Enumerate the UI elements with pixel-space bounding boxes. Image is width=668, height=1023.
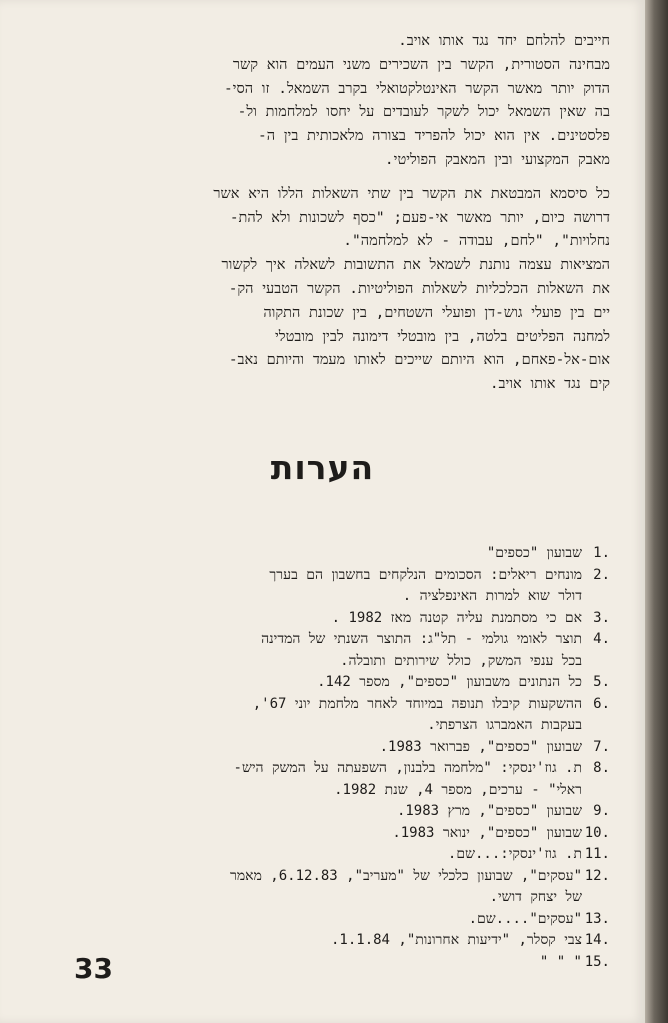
note-line: שבועון "כספים" <box>486 545 582 561</box>
body-line: יים בין פועלי גוש-דן ופועלי השטחים, בין שכונת התקוה <box>263 304 610 321</box>
body-line: את השאלות הכלכליות לשאלות הפוליטיות. הקשר הטבעי הק- <box>228 280 610 297</box>
body-line: נחלויות", "לחם, עבודה - לא למלחמה". <box>343 233 610 250</box>
note-text <box>48 952 582 974</box>
page-number: 33 <box>74 952 113 985</box>
page-edge <box>645 0 668 1023</box>
note-text <box>48 672 582 694</box>
note-number: 12. <box>584 867 610 884</box>
note-text <box>48 758 582 801</box>
note-line: ת. גוז'ינסקי: "מלחמה בלבנון, השפעתה על המשק היש- <box>233 760 582 776</box>
body-line: קים נגד אותו אויב. <box>489 376 610 393</box>
note-number: 11. <box>584 846 610 862</box>
note-item <box>48 866 610 909</box>
notes-heading: הערות <box>270 448 375 487</box>
note-item <box>48 930 610 952</box>
body-line: מאבק המקצועי ובין המאבק הפוליטי. <box>384 151 610 168</box>
note-number: 8. <box>593 760 610 776</box>
note-line: דולר שוא למרות האינפלציה . <box>402 588 582 604</box>
note-text <box>48 823 582 845</box>
note-line: של יצחק דושי. <box>489 889 582 905</box>
note-number: 9. <box>593 803 610 819</box>
note-number: 14. <box>584 932 610 948</box>
body-line: אום-אל-פאחם, הוא היותם שייכים לאותו מעמד והיותם נאב- <box>228 352 610 369</box>
note-text <box>48 909 582 931</box>
note-number: 2. <box>593 566 610 583</box>
note-line: " " " <box>539 953 582 970</box>
body-line: פלסטינים. אין הוא יכול להפריד בצורה מלאכותית בין ה- <box>258 128 610 145</box>
note-line: שבועון "כספים", ינואר 1983. <box>392 824 582 841</box>
note-item <box>48 909 610 931</box>
note-item <box>48 758 610 801</box>
note-number: 4. <box>593 631 610 647</box>
note-item <box>48 565 610 608</box>
notes-list <box>48 543 610 973</box>
note-line: שבועון "כספים", מרץ 1983. <box>396 803 582 819</box>
note-number: 3. <box>593 609 610 626</box>
note-number: 13. <box>584 910 610 927</box>
note-line: אם כי מסתמנת עליה קטנה מאז 1982 . <box>331 609 582 626</box>
note-text <box>48 565 582 608</box>
note-line: שבועון "כספים", פברואר 1983. <box>379 738 582 755</box>
body-text <box>48 30 610 397</box>
note-text <box>48 608 582 630</box>
body-line: המציאות עצמה נותנת לשמאל את התשובות לשאלה איך לקשור <box>221 257 610 274</box>
body-line: למחנה הפליטים בלטה, בין מובטלי דימונה לבין מובטלי <box>274 328 610 345</box>
note-number: 6. <box>593 695 610 712</box>
paragraph-gap <box>48 173 610 183</box>
note-number: 7. <box>593 738 610 755</box>
note-text <box>48 694 582 737</box>
note-number: 1. <box>593 545 610 561</box>
note-text <box>48 629 582 672</box>
note-number: 15. <box>584 953 610 970</box>
note-line: "עסקים", שבועון כלכלי של "מעריב", 6.12.83, מאמר <box>230 867 582 884</box>
note-item <box>48 801 610 823</box>
note-text <box>48 543 582 565</box>
note-item <box>48 543 610 565</box>
note-item <box>48 608 610 630</box>
note-item <box>48 629 610 672</box>
body-line: כל סיסמא המבטאת את הקשר בין שתי השאלות הללו היא אשר <box>213 185 610 202</box>
note-text <box>48 930 582 952</box>
note-number: 10. <box>584 824 610 841</box>
note-number: 5. <box>593 674 610 690</box>
note-item <box>48 694 610 737</box>
note-text <box>48 866 582 909</box>
note-line: מונחים ריאלים: הסכומים הנלקחים בחשבון הם בערך <box>269 566 582 583</box>
note-line: בכל ענפי המשק, כולל שירותים ותובלה. <box>340 652 582 669</box>
body-line: חייבים להלחם יחד נגד אותו אויב. <box>398 33 610 49</box>
note-text <box>48 801 582 823</box>
note-line: ההשקעות קיבלו תנופה במיוחד לאחר מלחמת יוני 67', <box>252 695 582 712</box>
note-line: "עסקים"....שם. <box>468 910 582 927</box>
body-line: מבחינה הסטורית, הקשר בין השכירים משני העמים הוא קשר <box>232 56 610 73</box>
note-line: כל הנתונים משבועון "כספים", מספר 142. <box>317 674 582 690</box>
note-line: ת. גוז'ינסקי:...שם. <box>447 846 582 862</box>
note-line: ראלי" - ערכים, מספר 4, שנת 1982. <box>334 781 582 798</box>
note-item <box>48 823 610 845</box>
body-line: הדוק יותר מאשר הקשר האינטלקטואלי בקרב השמאל. זו הסי- <box>223 80 610 97</box>
note-item <box>48 952 610 974</box>
note-line: בעקבות האמברגו הצרפתי. <box>427 717 582 733</box>
note-line: צבי קסלר, "ידיעות אחרונות", 1.1.84. <box>330 932 582 948</box>
note-item <box>48 672 610 694</box>
note-text <box>48 844 582 866</box>
note-item <box>48 737 610 759</box>
note-item <box>48 844 610 866</box>
note-text <box>48 737 582 759</box>
body-line: דרושה כיום, יותר מאשר אי-פעם; "כסף לשכונות ולא להת- <box>229 209 610 226</box>
body-line: בה שאין השמאל יכול לשקר לעובדים על יחסו למלחמות ול- <box>237 104 610 121</box>
note-line: תוצר לאומי גולמי - תל"ג: התוצר השנתי של המדינה <box>261 631 582 647</box>
